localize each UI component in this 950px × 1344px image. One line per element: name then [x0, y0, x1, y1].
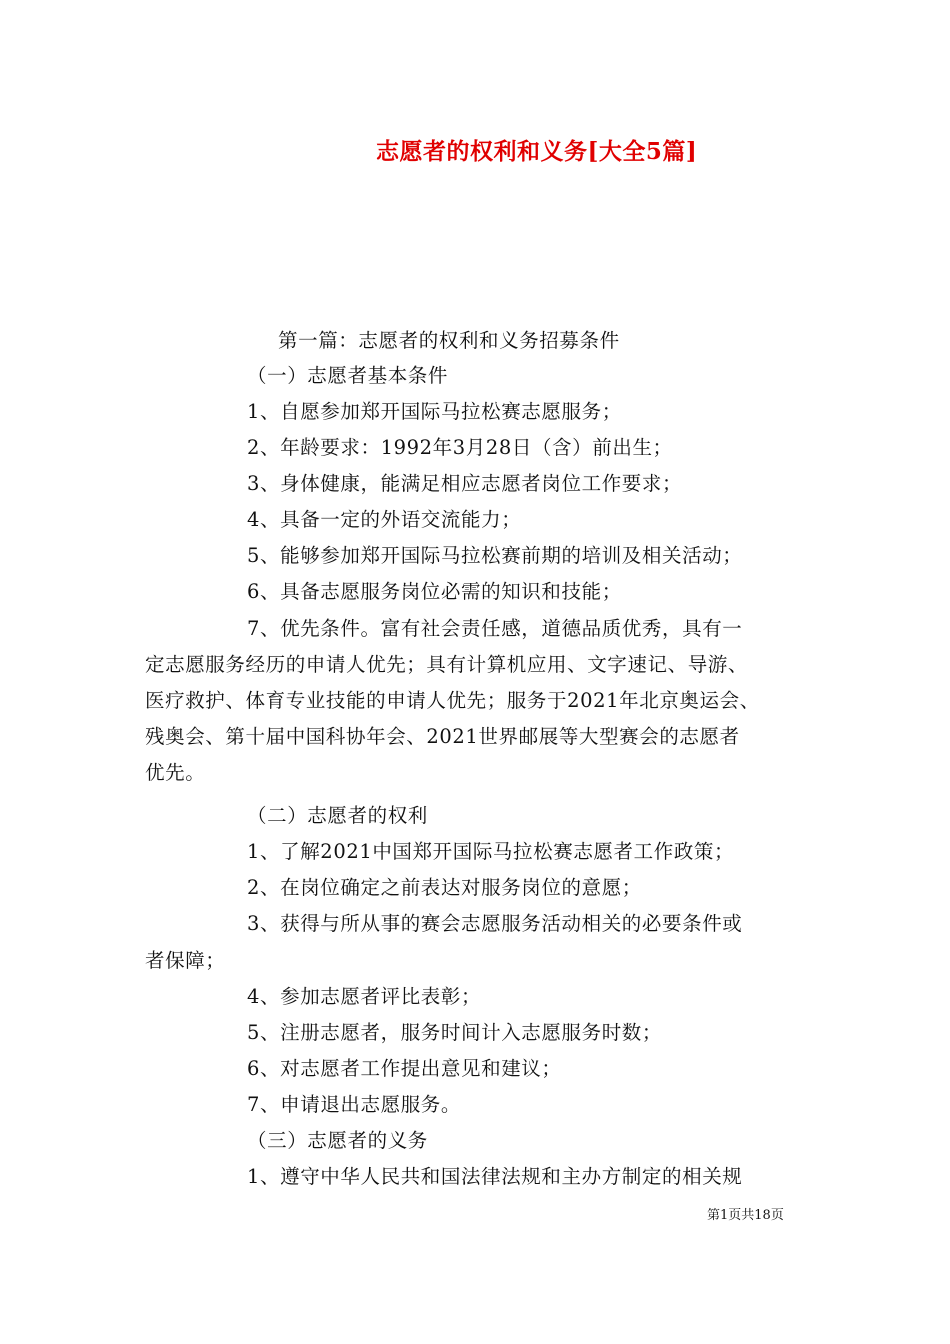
list-item: 2、年龄要求：1992年3月28日（含）前出生；: [247, 436, 673, 459]
page-footer: 第1页共18页: [707, 1208, 784, 1223]
list-item: 1、自愿参加郑开国际马拉松赛志愿服务；: [247, 400, 622, 423]
list-item: 4、参加志愿者评比表彰；: [247, 985, 482, 1008]
subsection-heading: （一）志愿者基本条件: [247, 364, 449, 387]
list-item: 3、身体健康，能满足相应志愿者岗位工作要求；: [247, 472, 683, 495]
section-heading: 第一篇：志愿者的权利和义务招募条件: [278, 329, 620, 352]
paragraph-line: 者保障；: [145, 949, 226, 972]
list-item: 6、对志愿者工作提出意见和建议；: [247, 1057, 562, 1080]
list-item: 2、在岗位确定之前表达对服务岗位的意愿；: [247, 876, 642, 899]
subsection-heading: （三）志愿者的义务: [247, 1129, 428, 1152]
list-item: 1、了解2021中国郑开国际马拉松赛志愿者工作政策；: [247, 840, 735, 863]
list-item: 5、注册志愿者，服务时间计入志愿服务时数；: [247, 1021, 663, 1044]
list-item: 3、获得与所从事的赛会志愿服务活动相关的必要条件或: [247, 912, 743, 935]
paragraph-line: 残奥会、第十届中国科协年会、2021世界邮展等大型赛会的志愿者: [145, 725, 740, 748]
page-title: 志愿者的权利和义务[大全5篇]: [376, 138, 698, 165]
list-item: 7、申请退出志愿服务。: [247, 1093, 462, 1116]
paragraph-line: 医疗救护、体育专业技能的申请人优先；服务于2021年北京奥运会、: [145, 689, 760, 712]
subsection-heading: （二）志愿者的权利: [247, 804, 428, 827]
paragraph-line: 定志愿服务经历的申请人优先；具有计算机应用、文字速记、导游、: [145, 653, 749, 676]
paragraph-line: 优先。: [145, 761, 206, 784]
list-item: 1、遵守中华人民共和国法律法规和主办方制定的相关规: [247, 1165, 743, 1188]
list-item: 4、具备一定的外语交流能力；: [247, 508, 522, 531]
list-item: 6、具备志愿服务岗位必需的知识和技能；: [247, 580, 622, 603]
list-item: 7、优先条件。富有社会责任感，道德品质优秀，具有一: [247, 617, 743, 640]
list-item: 5、能够参加郑开国际马拉松赛前期的培训及相关活动；: [247, 544, 743, 567]
